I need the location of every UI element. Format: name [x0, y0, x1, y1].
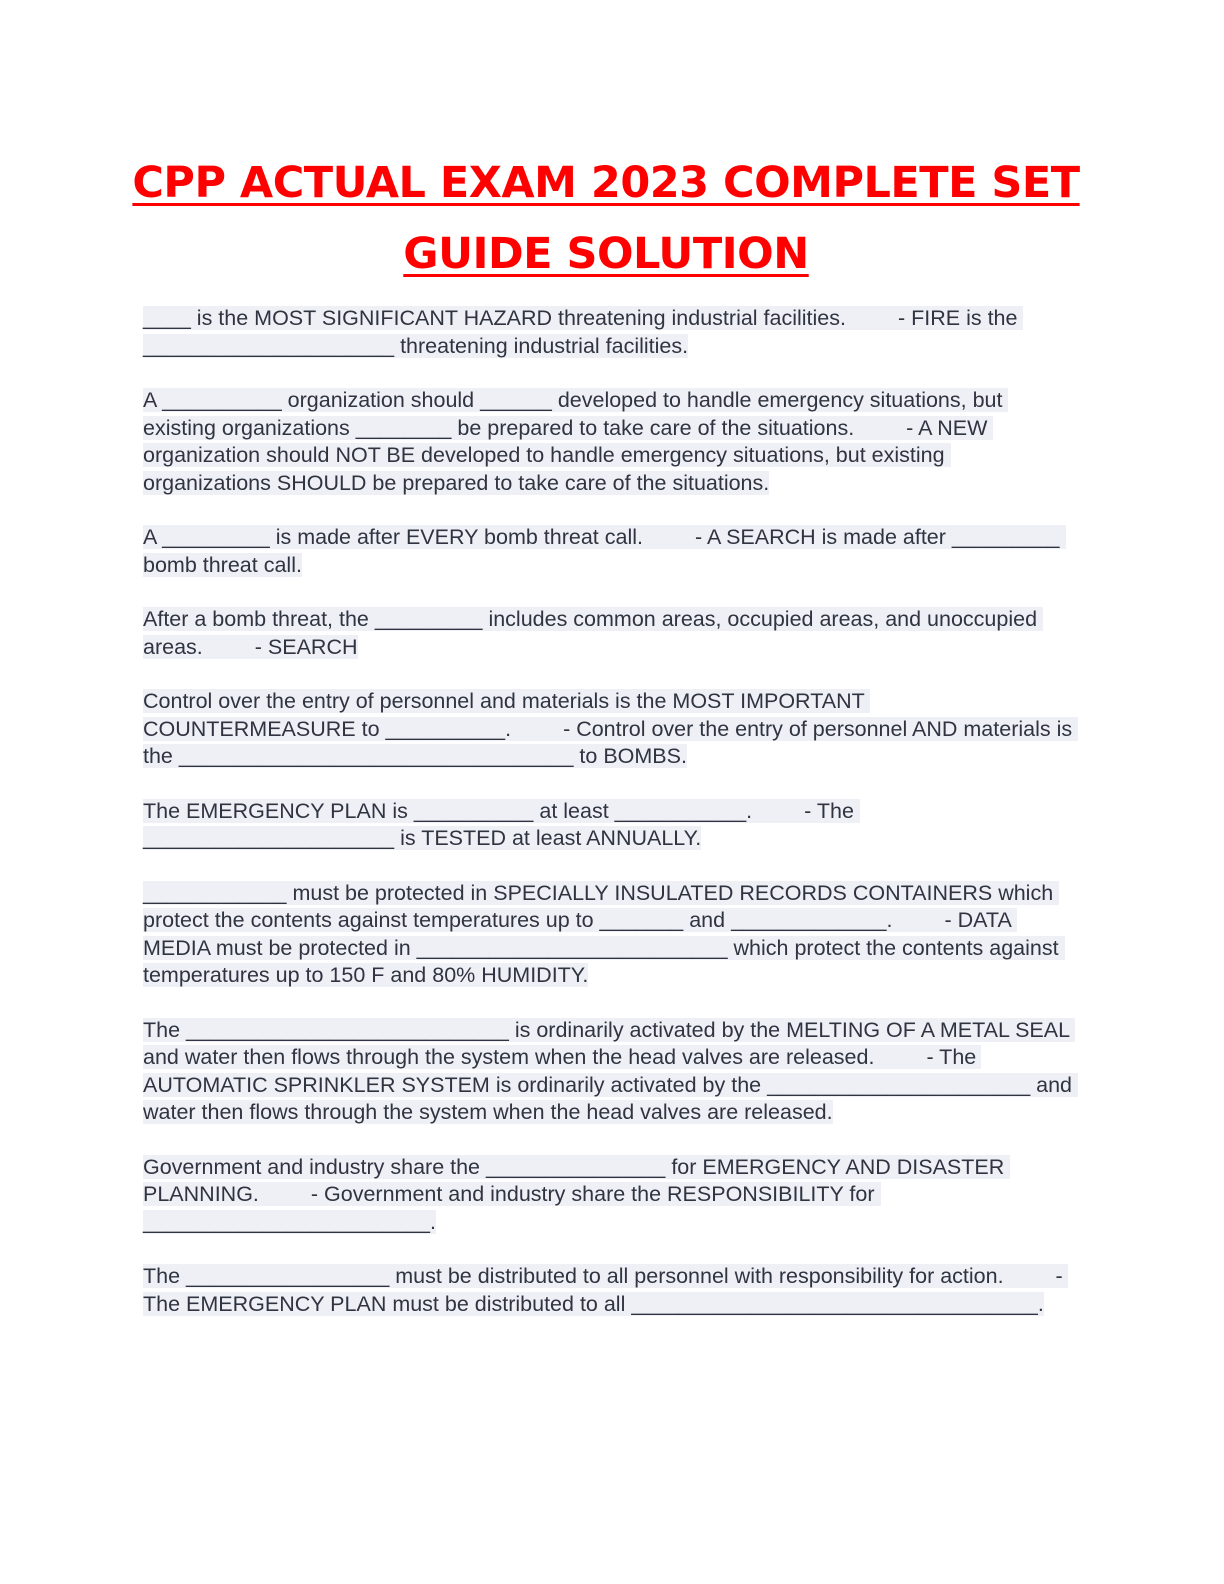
question-text: The ___________________________ is ordinarily activated by the MELTING OF A METAL SEAL and water then flows through the system when the head valves are released. [143, 1017, 1076, 1069]
question-list [143, 305, 1079, 1345]
question-item [143, 798, 1073, 853]
question-text: A __________ organization should ______ developed to handle emergency situations, but existing organizations ________ be prepared to take care of the situations. [143, 388, 1009, 440]
answer-text: - A NEW organization should NOT BE developed to handle emergency situations, but existing organizations SHOULD be prepared to take care of the situations. [143, 415, 994, 495]
question-text: ____ is the MOST SIGNIFICANT HAZARD threatening industrial facilities. [143, 306, 846, 330]
document-title-line-2: GUIDE SOLUTION [403, 229, 809, 279]
question-item [143, 1263, 1073, 1318]
answer-text: - The EMERGENCY PLAN must be distributed to all __________________________________. [143, 1264, 1069, 1316]
question-text: The _________________ must be distributed to all personnel with responsibility for action. [143, 1264, 1004, 1288]
question-text: The EMERGENCY PLAN is __________ at least ___________. [143, 798, 753, 823]
answer-text: - The AUTOMATIC SPRINKLER SYSTEM is ordinarily activated by the ______________________ and water then flows through the system when the head valves are released. [143, 1045, 1078, 1124]
question-text: Control over the entry of personnel and materials is the MOST IMPORTANT COUNTERMEASURE to __________. [143, 689, 871, 741]
answer-text: - Control over the entry of personnel AND materials is the _________________________________ to BOMBS. [143, 716, 1079, 768]
question-item [143, 1017, 1078, 1127]
question-item [143, 524, 1073, 579]
question-text: A _________ is made after EVERY bomb threat call. [143, 525, 643, 549]
question-item [143, 606, 1073, 661]
question-item [143, 1154, 1073, 1237]
answer-text: - Government and industry share the RESPONSIBILITY for ________________________. [143, 1182, 881, 1234]
answer-text: - The _____________________ is TESTED at least ANNUALLY. [143, 798, 860, 850]
question-item [143, 305, 1073, 360]
answer-text: - DATA MEDIA must be protected in __________________________ which protect the contents against temperatures up to 150 F and 80% HUMIDITY. [143, 908, 1065, 987]
question-text: Government and industry share the _______________ for EMERGENCY AND DISASTER PLANNING. [143, 1154, 1011, 1206]
document-title-line-1: CPP ACTUAL EXAM 2023 COMPLETE SET [132, 158, 1080, 208]
answer-text: - FIRE is the _____________________ threatening industrial facilities. [143, 306, 1024, 358]
answer-text: - A SEARCH is made after _________ bomb threat call. [143, 525, 1066, 577]
question-text: After a bomb threat, the _________ includes common areas, occupied areas, and unoccupied areas. [143, 607, 1044, 659]
question-item [143, 387, 1073, 497]
question-text: ____________ must be protected in SPECIALLY INSULATED RECORDS CONTAINERS which protect the contents against temperatures up to _______ and _____________. [143, 880, 1060, 932]
question-item [143, 688, 1079, 771]
answer-text: - SEARCH [254, 634, 358, 659]
question-item [143, 880, 1073, 990]
